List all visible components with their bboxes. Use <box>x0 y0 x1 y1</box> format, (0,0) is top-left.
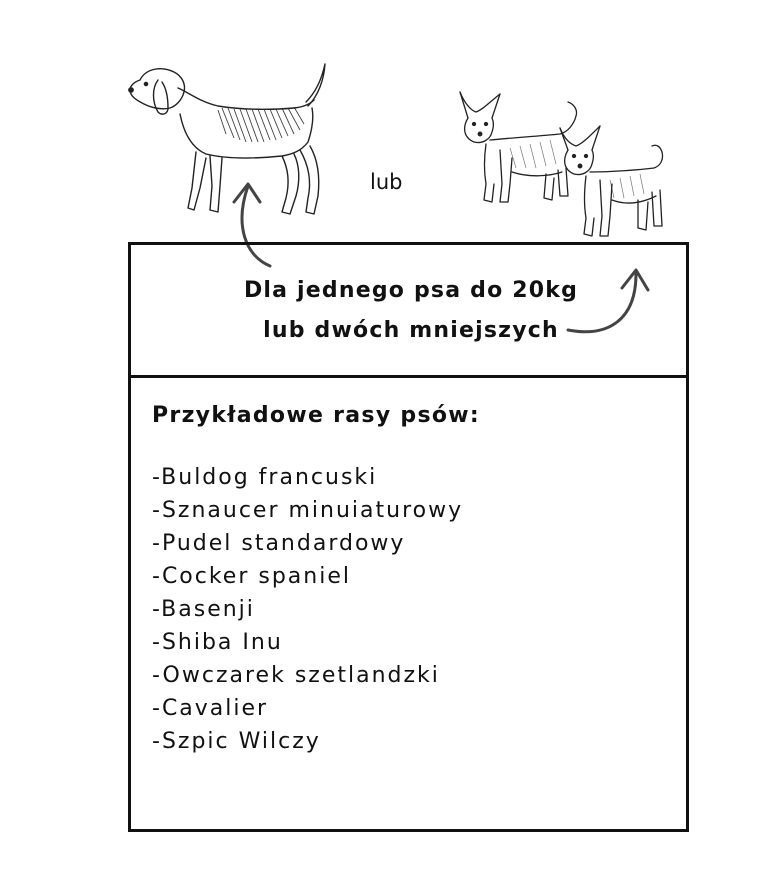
headline <box>231 271 591 351</box>
headline-section <box>131 245 686 378</box>
connector-word: lub <box>370 170 403 194</box>
breed-item: -Cavalier <box>152 696 269 721</box>
breed-item: -Buldog francuski <box>152 465 378 490</box>
breed-item: -Owczarek szetlandzki <box>152 663 440 688</box>
breed-item: -Pudel standardowy <box>152 531 406 556</box>
headline-line-1: Dla jednego psa do 20kg <box>243 278 579 303</box>
breed-item: -Sznaucer minuiaturowy <box>152 498 464 523</box>
headline-line-2: lub dwóch mniejszych <box>263 318 559 343</box>
breed-item: -Basenji <box>152 597 255 622</box>
info-box <box>128 242 689 832</box>
breed-examples-section <box>152 403 480 758</box>
breed-item: -Szpic Wilczy <box>152 729 321 754</box>
two-chihuahuas-illustration <box>450 88 672 243</box>
breed-list <box>152 461 480 758</box>
breed-item: -Cocker spaniel <box>152 564 351 589</box>
breed-item: -Shiba Inu <box>152 630 283 655</box>
breed-examples-title: Przykładowe rasy psów: <box>152 403 480 428</box>
